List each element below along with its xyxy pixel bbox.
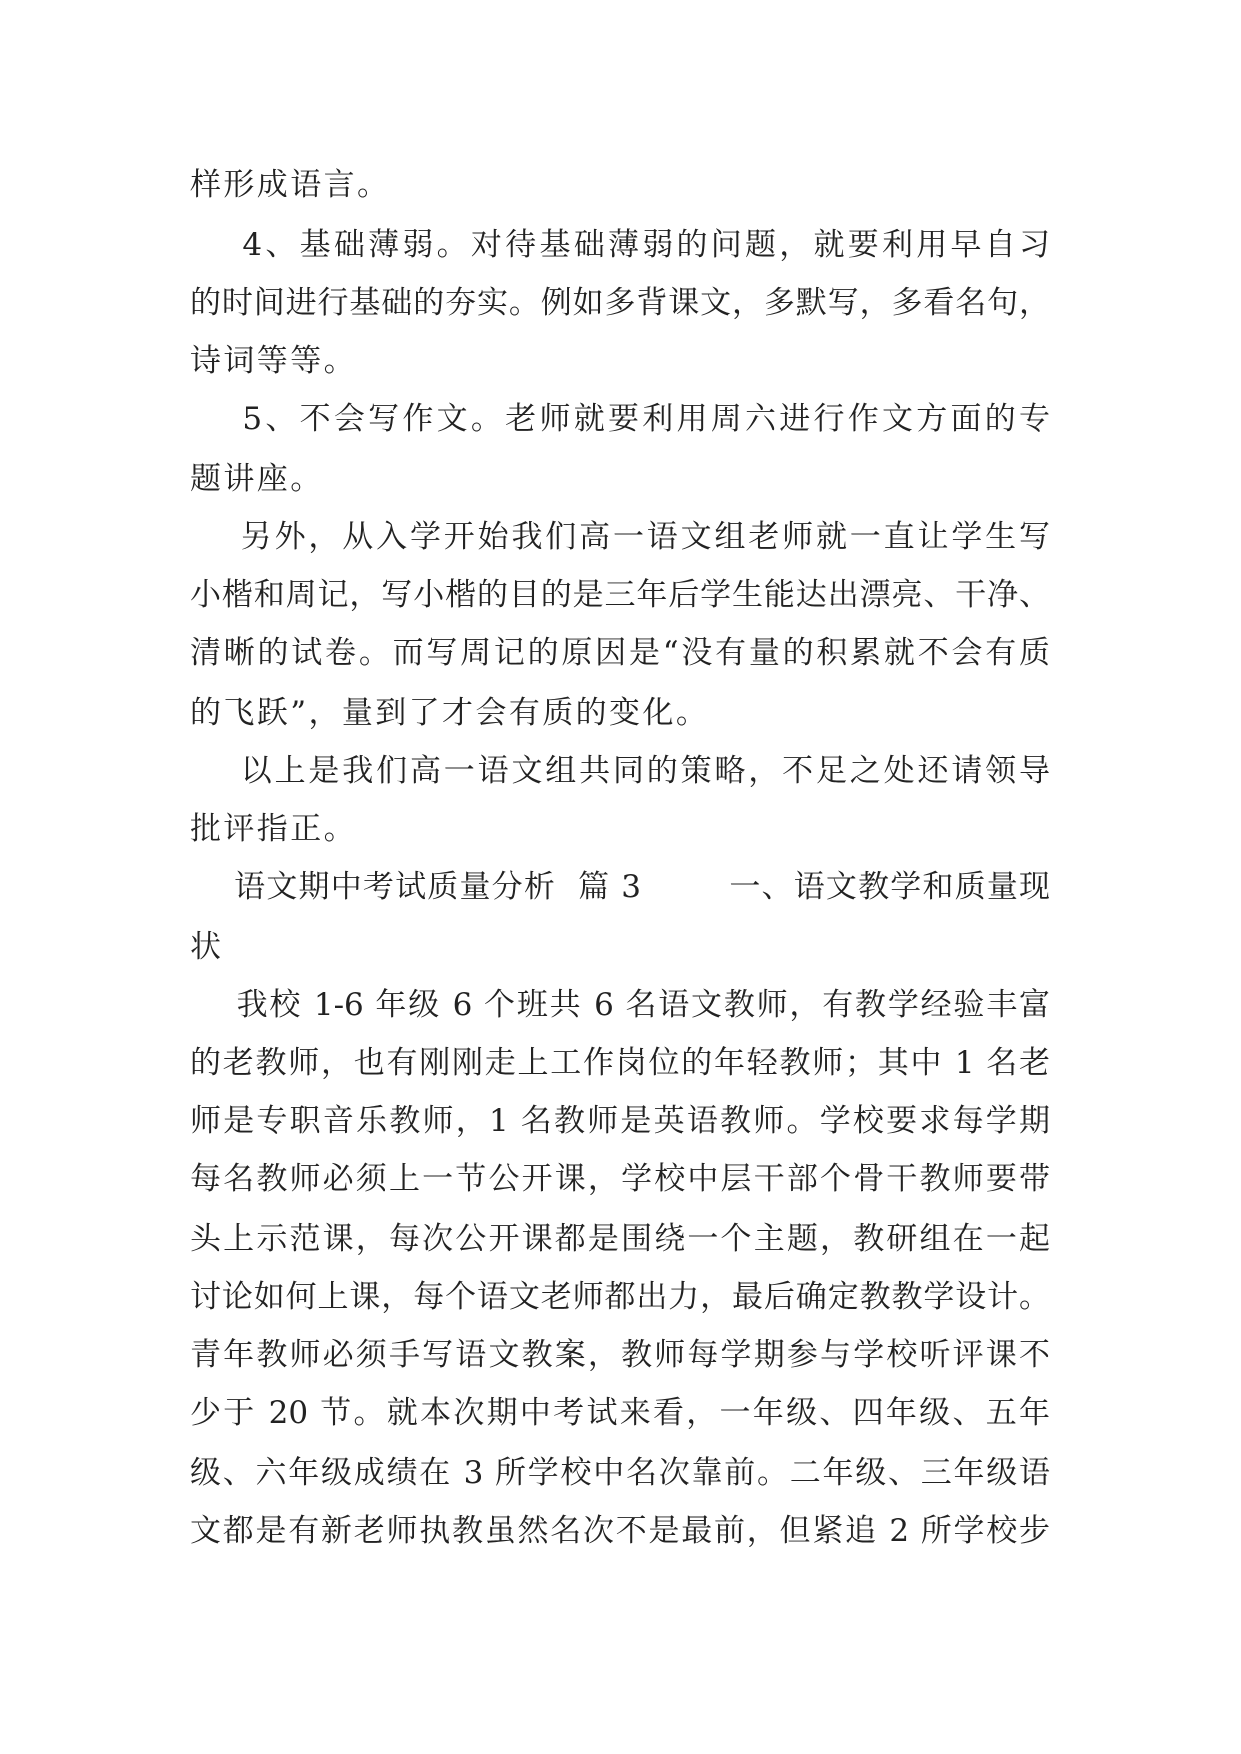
text-line: 少于 20 节。就本次期中考试来看，一年级、四年级、五年 <box>190 1395 1050 1431</box>
text-line: 另外，从入学开始我们高一语文组老师就一直让学生写 <box>190 519 1050 555</box>
text-line: 每名教师必须上一节公开课，学校中层干部个骨干教师要带 <box>190 1161 1050 1197</box>
text-line: 诗词等等。 <box>190 343 357 379</box>
text-line: 样形成语言。 <box>190 167 391 203</box>
text-line: 清晰的试卷。而写周记的原因是“没有量的积累就不会有质 <box>190 635 1050 671</box>
section-heading-line: 语文期中考试质量分析 篇 3 一、语文教学和质量现 <box>190 869 1050 905</box>
section-heading-line: 状 <box>190 929 224 965</box>
text-line: 5、不会写作文。老师就要利用周六进行作文方面的专 <box>190 401 1050 437</box>
text-line: 批评指正。 <box>190 811 357 847</box>
text-line: 我校 1-6 年级 6 个班共 6 名语文教师，有教学经验丰富 <box>190 987 1050 1023</box>
text-line: 讨论如何上课，每个语文老师都出力，最后确定教教学设计。 <box>190 1279 1050 1315</box>
text-line: 级、六年级成绩在 3 所学校中名次靠前。二年级、三年级语 <box>190 1455 1050 1491</box>
text-line: 的飞跃”，量到了才会有质的变化。 <box>190 695 710 731</box>
text-line: 的时间进行基础的夯实。例如多背课文，多默写，多看名句， <box>190 285 1050 321</box>
text-line: 以上是我们高一语文组共同的策略，不足之处还请领导 <box>190 753 1050 789</box>
text-line: 文都是有新老师执教虽然名次不是最前，但紧追 2 所学校步 <box>190 1513 1050 1549</box>
text-line: 青年教师必须手写语文教案，教师每学期参与学校听评课不 <box>190 1337 1050 1373</box>
text-line: 头上示范课，每次公开课都是围绕一个主题，教研组在一起 <box>190 1221 1050 1257</box>
text-line: 的老教师，也有刚刚走上工作岗位的年轻教师；其中 1 名老 <box>190 1045 1050 1081</box>
text-line: 师是专职音乐教师，1 名教师是英语教师。学校要求每学期 <box>190 1103 1050 1139</box>
text-line: 4、基础薄弱。对待基础薄弱的问题，就要利用早自习 <box>190 227 1050 263</box>
text-line: 题讲座。 <box>190 461 324 497</box>
text-line: 小楷和周记，写小楷的目的是三年后学生能达出漂亮、干净、 <box>190 577 1050 613</box>
